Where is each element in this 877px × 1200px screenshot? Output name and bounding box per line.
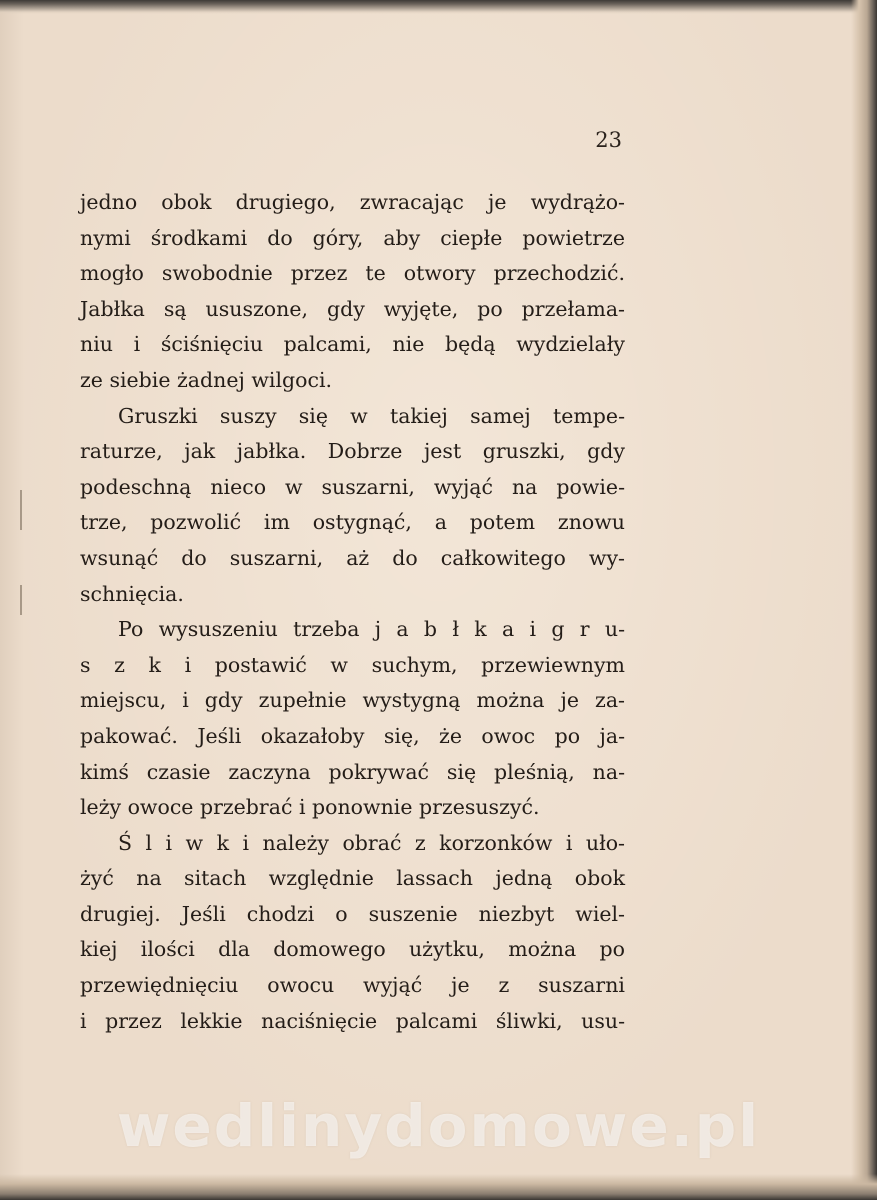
text-line: wsunąć do suszarni, aż do całkowitego wy- (80, 545, 625, 570)
text-line: Gruszki suszy się w takiej samej tempe- (118, 403, 625, 428)
text-line: mogło swobodnie przez te otwory przechodzić. (80, 261, 625, 286)
text-line: pakować. Jeśli okazałoby się, że owoc po ja- (80, 723, 625, 748)
text-line: Ś l i w k i należy obrać z korzonków i uło- (118, 830, 625, 855)
text-line: trze, pozwolić im ostygnąć, a potem znowu (80, 510, 625, 535)
text-line: kimś czasie zaczyna pokrywać się pleśnią, na- (80, 759, 625, 784)
text-line: schnięcia. (80, 581, 184, 606)
page-top-edge (0, 0, 877, 14)
text-line: leży owoce przebrać i ponownie przesuszyć. (80, 795, 540, 820)
page-bottom-edge (0, 1174, 877, 1200)
text-line: i przez lekkie naciśnięcie palcami śliwki, usu- (80, 1008, 625, 1033)
text-line: przewiędnięciu owocu wyjąć je z suszarni (80, 973, 625, 998)
margin-mark (20, 585, 22, 615)
body-text (80, 185, 625, 1039)
page-right-edge (851, 0, 877, 1200)
text-line: Po wysuszeniu trzeba j a b ł k a i g r u- (118, 617, 625, 642)
text-line: podeschną nieco w suszarni, wyjąć na powie- (80, 474, 625, 499)
text-line: drugiej. Jeśli chodzi o suszenie niezbyt wiel- (80, 901, 625, 926)
page-number: 23 (595, 128, 622, 152)
text-line: nymi środkami do góry, aby ciepłe powietrze (80, 225, 625, 250)
text-line: jedno obok drugiego, zwracając je wydrążo- (80, 190, 625, 214)
text-line: s z k i postawić w suchym, przewiewnym (80, 652, 625, 677)
text-line: miejscu, i gdy zupełnie wystygną można je za- (80, 688, 625, 713)
text-line: ze siebie żadnej wilgoci. (80, 367, 333, 392)
text-line: żyć na sitach względnie lassach jedną obok (80, 866, 625, 891)
text-line: raturze, jak jabłka. Dobrze jest gruszki, gdy (80, 439, 625, 464)
text-line: kiej ilości dla domowego użytku, można po (80, 937, 625, 962)
margin-mark (20, 490, 22, 530)
text-line: niu i ściśnięciu palcami, nie będą wydzielały (80, 332, 625, 357)
text-line: Jabłka są ususzone, gdy wyjęte, po przełama- (80, 296, 625, 321)
watermark: wedlinydomowe.pl (116, 1092, 761, 1160)
